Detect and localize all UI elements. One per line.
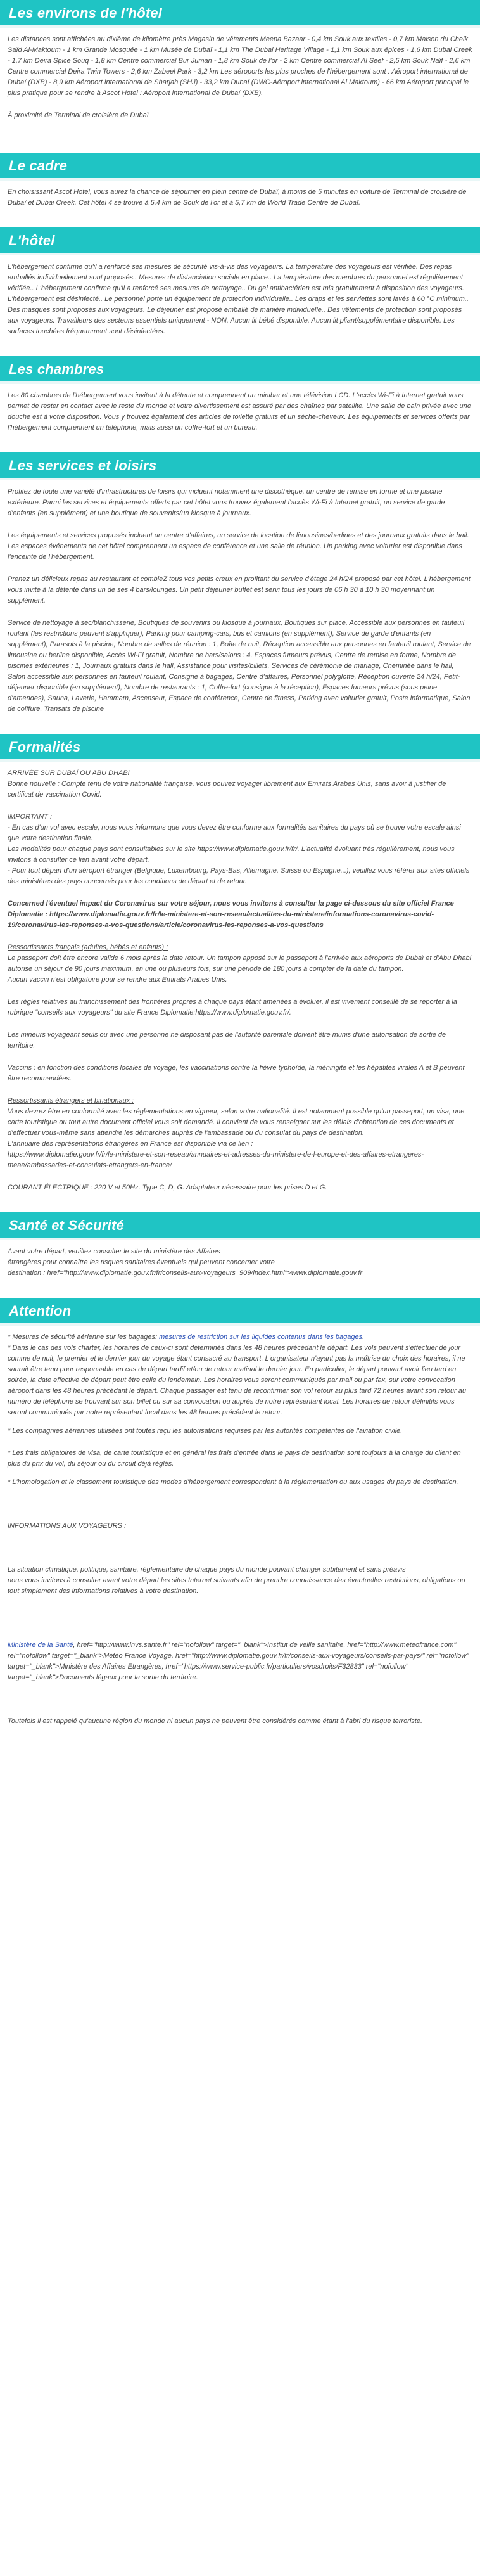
section-environs <box>0 0 480 140</box>
visa-fees-text: * Les frais obligatoires de visa, de carte touristique et en général les frais d'entrée dans le pays de destination sont toujours à la charge du client en plus du prix du vol, du séjour ou du circuit déjà réglés. <box>8 1449 463 1468</box>
french-nationals-heading: Ressortissants français (adultes, bébés et enfants) : <box>8 944 168 951</box>
section-hotel <box>0 227 480 356</box>
electric-current-text: COURANT ÉLECTRIQUE : 220 V et 50Hz. Type C, D, G. Adaptateur nécessaire pour les prises D et G. <box>8 1184 327 1191</box>
section-body-cadre <box>0 178 480 227</box>
travellers-info-text: La situation climatique, politique, sanitaire, réglementaire de chaque pays du monde pouvant changer subitement et sans préavis nous vous invitons à consulter avant votre départ les sites Internet suivants afin de prendre connaissance des éventuelles restrictions, obligations ou tout simplement des informations relatives à votre destination. <box>8 1566 465 1595</box>
section-title-sante: Santé et Sécurité <box>0 1212 480 1238</box>
foreign-nationals-heading: Ressortissants étrangers et binationaux : <box>8 1097 134 1105</box>
section-title-hotel: L'hôtel <box>0 227 480 253</box>
travellers-info-heading: INFORMATIONS AUX VOYAGEURS : <box>8 1522 127 1530</box>
section-body-formalites <box>0 759 480 1212</box>
ministere-sante-link[interactable]: Ministère de la Santé <box>8 1641 73 1649</box>
hotel-safety-text: L'hébergement confirme qu'il a renforcé ses mesures de sécurité vis-à-vis des voyageurs. La température des voyageurs est vérifiée. Des repas emballés individuellement sont proposés.. Mesures de distanciation sociale en place.. La température des membres du personnel est régulièrement vérifiée.. L'hébergement confirme qu'il a renforcé ses mesures de nettoyage.. Du gel antibactérien est mis gratuitement à disposition des voyageurs. L'hébergement est désinfecté.. Le personnel porte un équipement de protection individuelle.. Les draps et les serviettes sont lavés à 60 °C minimum.. Des masques sont proposés aux voyageurs. Le déjeuner est proposé emballé de manière individuelle.. Des vêtements de protection sont proposés aux voyageurs. Travailleurs des secteurs essentiels uniquement - NON. Aucun lit bébé disponible. Aucun lit pliant/supplémentaire disponible. Les surfaces touchées fréquemment sont désinfectées. <box>8 263 471 335</box>
sante-text: Avant votre départ, veuillez consulter le site du ministère des Affaires étrangères pour connaître les risques sanitaires éventuels qui peuvent concerner votre destination : href="http://www.diplomatie.gouv.fr/fr/conseils-aux-voyageurs_909/index.html">www.diplomatie.gouv.fr <box>8 1248 363 1277</box>
liquids-restriction-link[interactable]: mesures de restriction sur les liquides contenus dans les bagages <box>159 1333 363 1341</box>
section-body-attention <box>0 1323 480 1746</box>
important-line-2: Les modalités pour chaque pays sont consultables sur le site https://www.diplomatie.gouv.fr/fr/. L'actualité évoluant très régulièrement, nous vous invitons à consulter ce lien avant votre départ. <box>8 845 457 864</box>
section-title-cadre: Le cadre <box>0 153 480 178</box>
airlines-text: * Les compagnies aériennes utilisées ont toutes reçu les autorisations requises par les autorités compétentes de l'aviation civile. <box>8 1427 403 1435</box>
border-rules-text: Les règles relatives au franchissement des frontières propres à chaque pays étant amenées à évoluer, il est vivement conseillé de se reporter à la rubrique "conseils aux voyageurs" du site France Diplomatie:https://www.diplomatie.gouv.fr/. <box>8 998 459 1016</box>
vaccines-text: Vaccins : en fonction des conditions locales de voyage, les vaccinations contre la fièvre typhoïde, la méningite et les hépatites virales A et B peuvent être recommandées. <box>8 1064 467 1082</box>
section-title-attention: Attention <box>0 1298 480 1323</box>
french-nationals-text: Le passeport doit être encore valide 6 mois après la date retour. Un tampon apposé sur le passeport à l'arrivée aux aéroports de Dubaï et d'Abu Dhabi autorise un séjour de 90 jours maximum, en une ou plusieurs fois, sur une période de 180 jours à compter de la date du tampon. Aucun vaccin n'est obligatoire pour se rendre aux Emirats Arabes Unis. <box>8 954 472 984</box>
coronavirus-notice: Concerned l'éventuel impact du Coronavirus sur votre séjour, nous vous invitons à consulter la page ci-dessous du site officiel France Diplomatie : https://www.diplomatie.gouv.fr/fr/le-ministere-et-son-reseau/actualites-du-ministere/informations-coronavirus-covid-19/coronavirus-les-reponses-a-vos-questions/article/coronavirus-les-reponses-a-vos-questions <box>8 900 456 929</box>
minors-text: Les mineurs voyageant seuls ou avec une personne ne disposant pas de l'autorité parentale doivent être munis d'une autorisation de sortie de territoire. <box>8 1031 448 1049</box>
section-body-chambres <box>0 381 480 452</box>
section-cadre <box>0 153 480 227</box>
environs-distances-text: Les distances sont affichées au dixième de kilomètre près Magasin de vêtements Meena Bazaar - 0,4 km Souk aux textiles - 0,7 km Maison du Cheik Saïd Al-Maktoum - 1 km Grande Mosquée - 1 km Musée de Dubaï - 1,1 km The Dubai Heritage Village - 1,1 km Souk aux épices - 1,6 km Dubai Creek - 1,7 km Deira Spice Souq - 1,8 km Centre commercial Bur Juman - 1,8 km Souk de l'or - 2 km Centre commercial Al Seef - 2,5 km Souk Naïf - 2,6 km Centre commercial Deira Twin Towers - 2,6 km Zabeel Park - 3,2 km Les aéroports les plus proches de l'hébergement sont : Aéroport international de Dubaï (DXB) - 8,9 km Aéroport international de Sharjah (SHJ) - 33,2 km Dubaï (DWC-Aéroport international Al Maktoum) - 66 km Aéroport principal le plus pratique pour se rendre à Ascot Hotel : Aéroport international de Dubaï (DXB). <box>8 35 474 97</box>
services-leisure-text: Profitez de toute une variété d'infrastructures de loisirs qui incluent notamment une discothèque, un centre de remise en forme et une piscine extérieure. Parmi les services et équipements offerts par cet hôtel vous trouvez également l'accès Wi-Fi à Internet gratuit, un service de garde d'enfants (en supplément) et une boutique de souvenirs/un kiosque à journaux. <box>8 488 447 517</box>
accommodation-classification-text: * L'homologation et le classement touristique des modes d'hébergement correspondent à la réglementation ou aux usages du pays de destination. <box>8 1478 458 1486</box>
section-services <box>0 452 480 734</box>
section-body-hotel <box>0 253 480 356</box>
section-sante <box>0 1212 480 1298</box>
cadre-text: En choisissant Ascot Hotel, vous aurez la chance de séjourner en plein centre de Dubaï, à moins de 5 minutes en voiture de Terminal de croisière de Dubaï et Dubai Creek. Cet hôtel 4 se trouve à 5,4 km de Souk de l'or et à 5,7 km de World Trade Centre de Dubaï. <box>8 188 469 207</box>
section-body-environs <box>0 25 480 140</box>
arrival-heading: ARRIVÉE SUR DUBAÏ OU ABU DHABI <box>8 769 130 777</box>
section-body-services <box>0 478 480 734</box>
environs-proximity-text: À proximité de Terminal de croisière de Dubaï <box>8 112 149 119</box>
section-title-formalites: Formalités <box>0 734 480 759</box>
terrorism-risk-text: Toutefois il est rappelé qu'aucune région du monde ni aucun pays ne peuvent être considérés comme étant à l'abri du risque terroriste. <box>8 1717 423 1725</box>
services-dining-text: Prenez un délicieux repas au restaurant et combleZ tous vos petits creux en profitant du service d'étage 24 h/24 proposé par cet hôtel. L'hébergement vous invite à la détente dans un de ses 4 bars/lounges. Un petit déjeuner buffet est servi tous les jours de 06 h 30 à 10 h 30 moyennant un supplément. <box>8 575 472 605</box>
arrival-text: Bonne nouvelle : Compte tenu de votre nationalité française, vous pouvez voyager librement aux Emirats Arabes Unis, sans avoir à justifier de certificat de vaccination Covid. <box>8 780 448 798</box>
services-amenities-list: Service de nettoyage à sec/blanchisserie, Boutiques de souvenirs ou kiosque à journaux, Boutiques sur place, Accessible aux personnes en fauteuil roulant (les restrictions peuvent s'appliquer), Parking pour camping-cars, bus et camions (en supplément), Service de garde d'enfants (en supplément), Parasols à la piscine, Nombre de salles de réunion : 1, Boîte de nuit, Réception accessible aux personnes en fauteuil roulant, Service de limousine ou berline disponible, Accès Wi-Fi gratuit, Nombre de bars/salons : 4, Espaces fumeurs prévus, Centre de remise en forme, Nombre de piscines extérieures : 1, Journaux gratuits dans le hall, Assistance pour visites/billets, Services de cérémonie de mariage, Cheminée dans le hall, Salon accessible aux personnes en fauteuil roulant, Consigne à bagages, Centre d'affaires, Personnel polyglotte, Réception ouverte 24 h/24, Petit-déjeuner disponible (en supplément), Nombre de restaurants : 1, Coffre-fort (consigne à la réception), Espaces fumeurs prévus (sous peine d'amendes), Sauna, Laverie, Hammam, Ascenseur, Espace de conférence, Centre de fitness, Parking avec voiturier gratuit, Poste informatique, Salon de coiffure, Transats de piscine <box>8 619 473 713</box>
luggage-security-prefix: * Mesures de sécurité aérienne sur les bagages: <box>8 1333 160 1341</box>
foreign-nationals-text: Vous devrez être en conformité avec les réglementations en vigueur, selon votre nationalité. Il est notamment possible qu'un passeport, un visa, une carte touristique ou tout autre document officiel vous soit demandé. Il convient de vous renseigner sur les délais d'obtention de ces documents et d'effectuer vous-même sans attendre les démarches auprès de l'ambassade ou du consulat du pays de destination. L'annuaire des représentations étrangères en France est disponible via ce lien : https://www.diplomatie.gouv.fr/fr/le-ministere-et-son-reseau/annuaires-et-adresses-du-ministere-de-l-europe-et-des-affaires-etrangeres-meae/ambassades-et-consulats-etrangers-en-france/ <box>8 1108 465 1169</box>
important-line-1: - En cas d'un vol avec escale, nous vous informons que vous devez être conforme aux formalités sanitaires du pays où se trouve votre escale ainsi que votre destination finale. <box>8 824 463 842</box>
important-line-3: - Pour tout départ d'un aéroport étranger (Belgique, Luxembourg, Pays-Bas, Allemagne, Suisse ou Espagne...), veuillez vous référer aux sites officiels des ministères des pays concernés pour les conditions de départ et de retour. <box>8 867 472 885</box>
chambres-text: Les 80 chambres de l'hébergement vous invitent à la détente et comprennent un minibar et une télévision LCD. L'accès Wi-Fi à Internet gratuit vous permet de rester en contact avec le reste du monde et votre divertissement est assuré par des chaînes par satellite. Une salle de bain privée avec une douche est à votre disposition. Vous y trouvez également des articles de toilette gratuits et un sèche-cheveux. Les équipements et services offerts par l'hébergement comprennent un téléphone, mais aussi un coffre-fort et un bureau. <box>8 392 473 432</box>
section-attention <box>0 1298 480 1746</box>
official-sites-rest: , href="http://www.invs.sante.fr" rel="nofollow" target="_blank">Institut de veille sanitaire, href="http://www.meteofrance.com" rel="nofollow" target="_blank">Météo France Voyage, href="http://www.diplomatie.gouv.fr/fr/conseils-aux-voyageurs/conseils-par-pays/" rel="nofollow" target="_blank">Ministère des Affaires Etrangères, href="https://www.service-public.fr/particuliers/vosdroits/F32833" rel="nofollow" target="_blank">Documents légaux pour la sortie du territoire. <box>8 1641 471 1681</box>
charter-flights-text: * Dans le cas des vols charter, les horaires de ceux-ci sont déterminés dans les 48 heures précédant le départ. Les vols peuvent s'effectuer de jour comme de nuit, le premier et le dernier jour du voyage étant consacré au transport. L'organisateur n'ayant pas la maîtrise du choix des horaires, il ne saurait être tenu pour responsable en cas de départ tardif et/ou de retour matinal le dernier jour. En particulier, le départ pouvant avoir lieu tard en soirée, la date effective de départ peut être celle du lendemain. Les horaires vous seront communiqués par mail ou par fax, sur votre convocation aéroport dans les 48 heures précédant le départ. Chaque passager est tenu de reconfirmer son vol retour au plus tard 72 heures avant son retour au numéro de téléphone se trouvant sur son billet ou sur sa convocation ou auprès de notre représentant local. Les horaires de retour définitifs vous seront communiqués par notre représentant local dans les 48 heures précédent le retour. <box>8 1344 469 1416</box>
section-body-sante <box>0 1238 480 1298</box>
services-business-text: Les équipements et services proposés incluent un centre d'affaires, un service de location de limousines/berlines et des journaux gratuits dans le hall. Les espaces événements de cet hôtel comprennent un espace de conférence et une salle de réunion. Un parking avec voiturier est disponible dans l'enceinte de l'hébergement. <box>8 532 471 561</box>
important-heading: IMPORTANT : <box>8 813 52 821</box>
section-chambres <box>0 356 480 452</box>
luggage-security-suffix: . <box>362 1333 365 1341</box>
luggage-security-text <box>8 1332 472 1343</box>
section-title-chambres: Les chambres <box>0 356 480 381</box>
section-title-services: Les services et loisirs <box>0 452 480 478</box>
section-title-environs: Les environs de l'hôtel <box>0 0 480 25</box>
official-sites-text <box>8 1640 472 1683</box>
section-formalites <box>0 734 480 1212</box>
